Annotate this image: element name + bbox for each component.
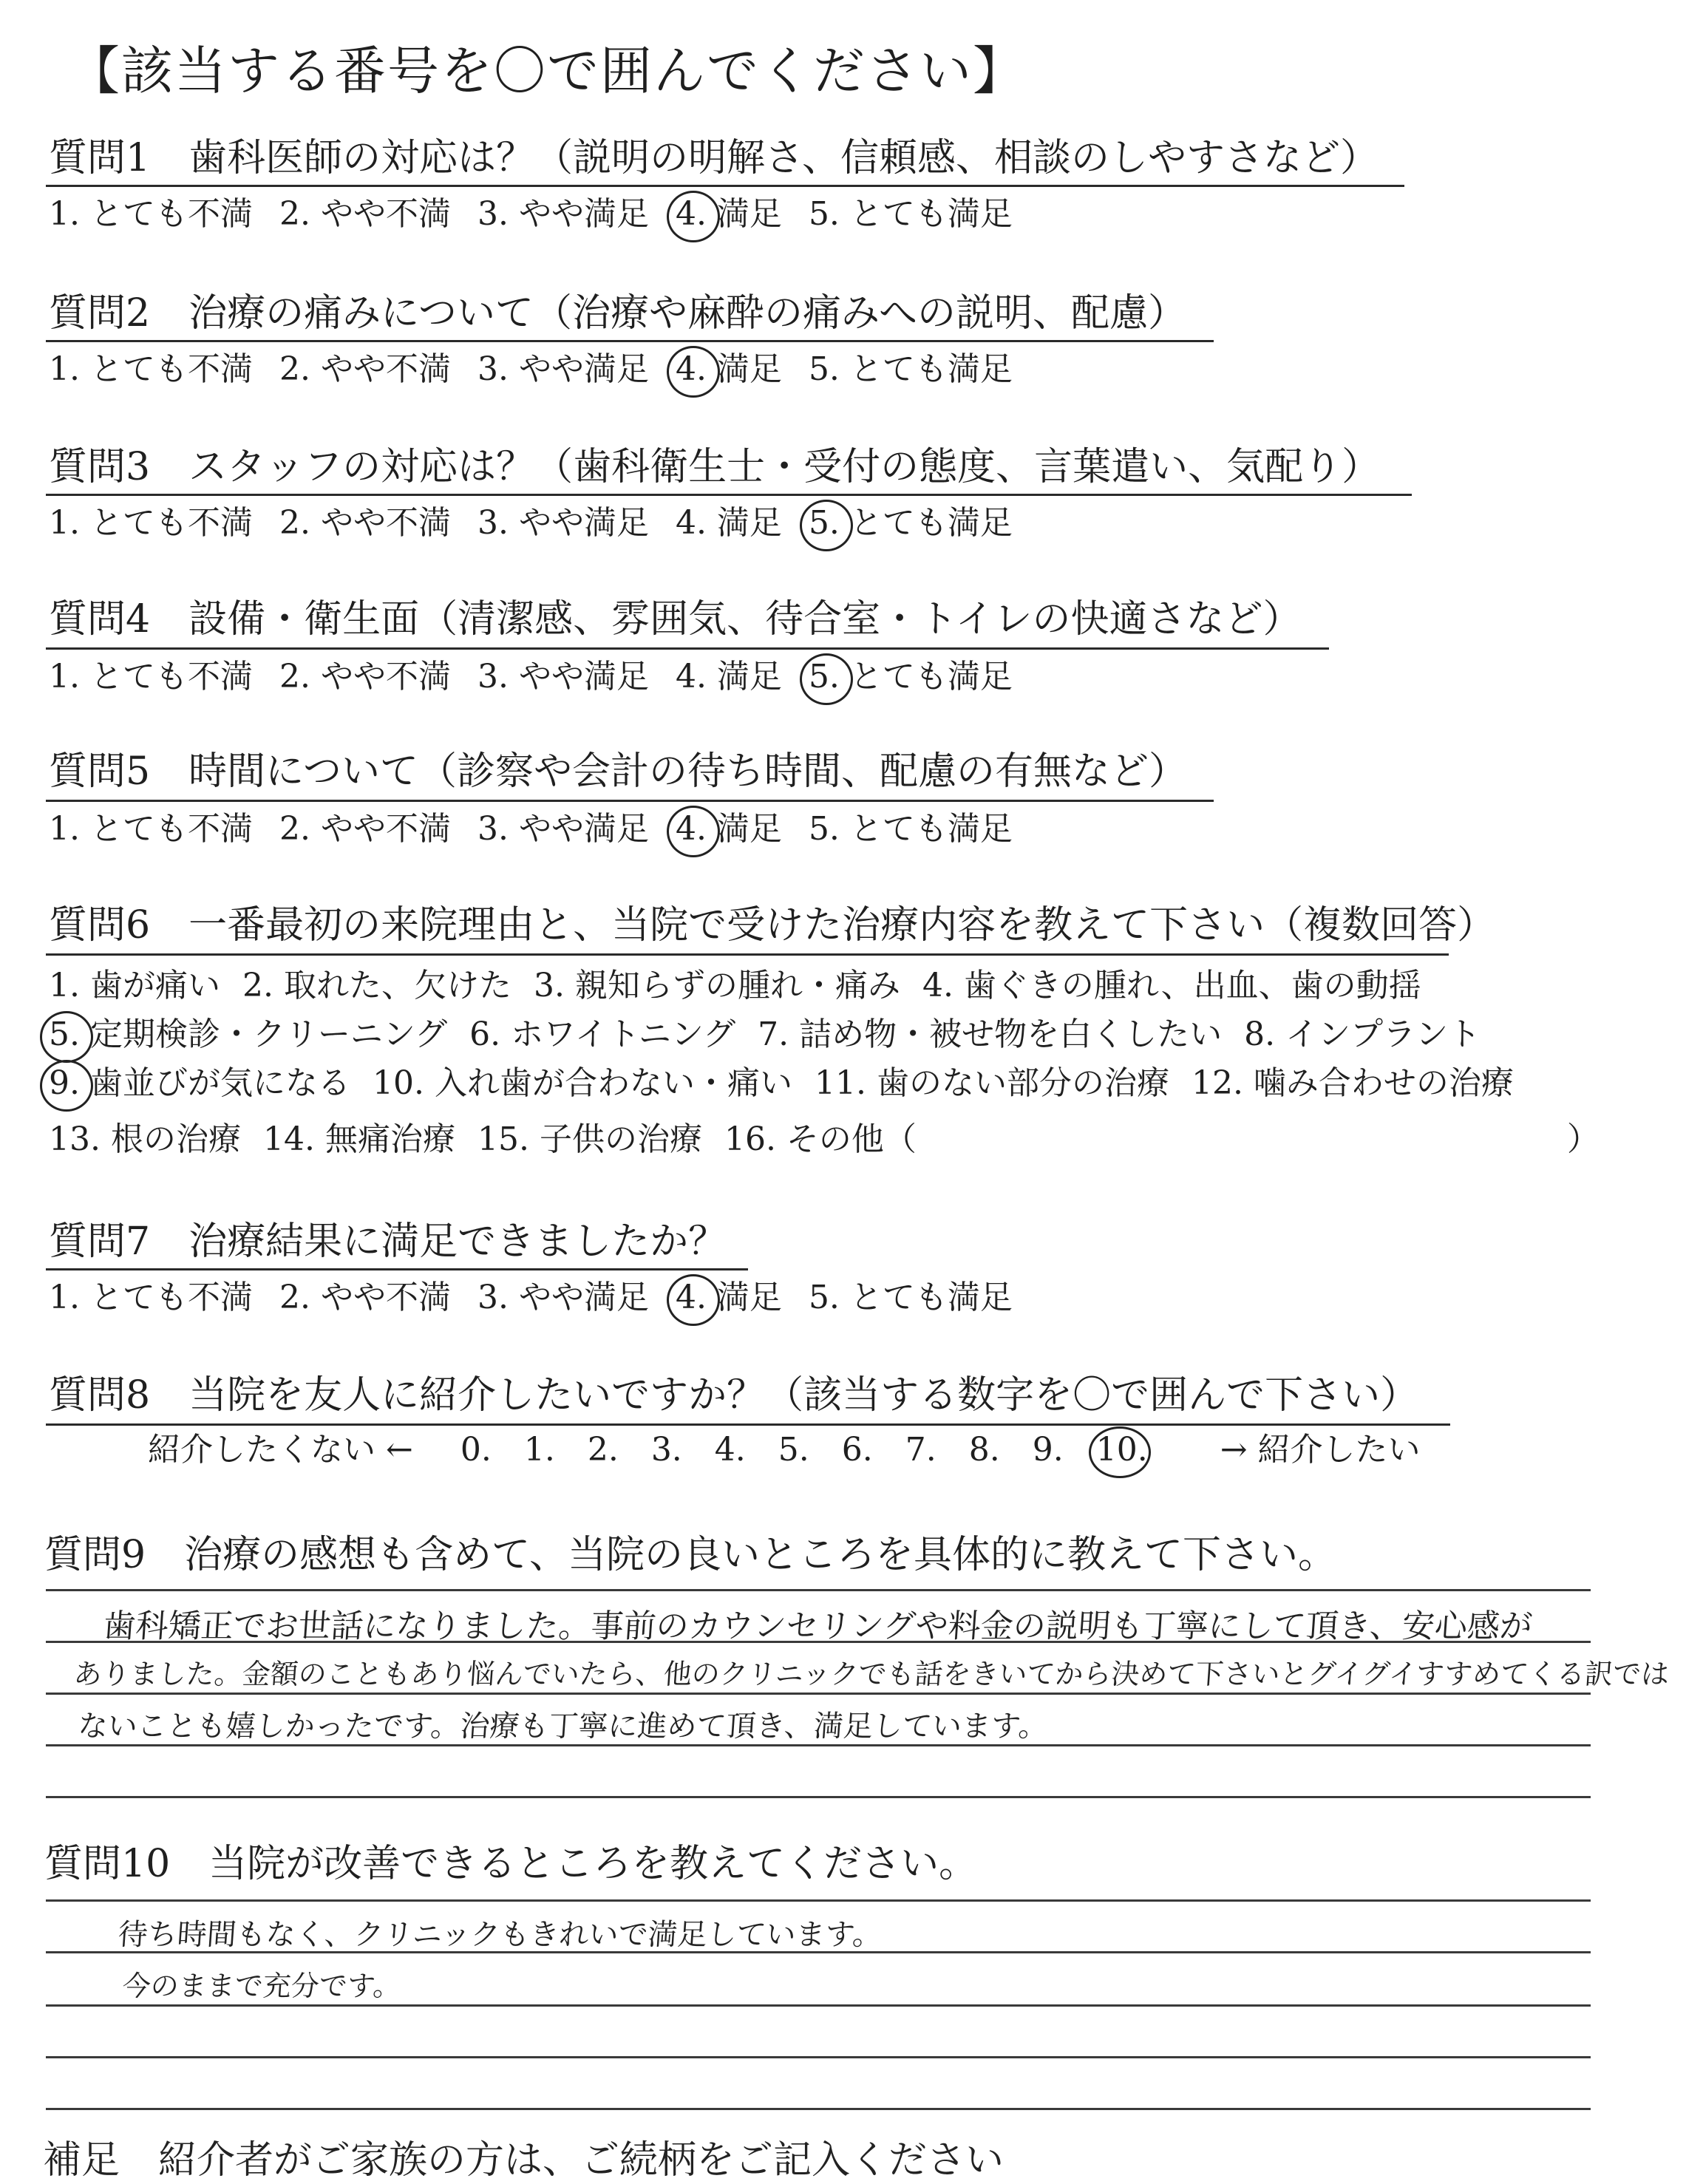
option-number: 4.	[676, 349, 707, 390]
option-number: 5.	[808, 350, 840, 388]
question-3-label: 質問3 スタッフの対応は？（歯科衛生士・受付の態度、言葉遣い、気配り）	[49, 445, 1381, 489]
q10-handwritten-line-2: 今のままで充分です。	[121, 1970, 403, 2002]
question-2-label: 質問2 治療の痛みについて（治療や麻酔の痛みへの説明、配慮）	[49, 291, 1187, 336]
question-5-label: 質問5 時間について（診察や会計の待ち時間、配慮の有無など）	[49, 749, 1188, 794]
option-5[interactable]	[809, 194, 1013, 235]
question-2-options[interactable]	[49, 349, 1039, 390]
option-label: やや不満	[310, 810, 451, 848]
option-number: 11.	[814, 1064, 866, 1102]
scale-option[interactable]	[969, 1429, 1000, 1471]
option-4[interactable]	[676, 1277, 782, 1319]
option-label: とても満足	[839, 1279, 1013, 1316]
q10-handwritten-line-1: 待ち時間もなく、クリニックもきれいで満足しています。	[117, 1918, 883, 1952]
option-label: 満足	[706, 810, 782, 848]
question-1-underline	[46, 185, 1404, 187]
option-label: 満足	[706, 504, 782, 542]
scale-option[interactable]	[1033, 1429, 1064, 1471]
q6-option-5[interactable]	[49, 1014, 447, 1055]
scale-option[interactable]	[842, 1429, 873, 1471]
option-label: とても不満	[79, 810, 253, 848]
option-3[interactable]	[477, 503, 649, 544]
option-number: 9.	[49, 1063, 80, 1104]
scale-number: 6.	[841, 1431, 873, 1469]
scale-option[interactable]	[905, 1429, 937, 1471]
q6-option-15[interactable]	[477, 1119, 702, 1160]
question-3-underline	[46, 494, 1412, 496]
option-4[interactable]	[676, 656, 782, 698]
option-label: やや不満	[310, 1279, 451, 1316]
option-2[interactable]	[279, 194, 451, 235]
option-3[interactable]	[477, 349, 649, 390]
option-1[interactable]	[49, 194, 253, 235]
question-3-options[interactable]	[49, 503, 1039, 544]
bottom-partial-text: 補足 紹介者がご家族の方は、ご続柄をご記入ください	[43, 2138, 1005, 2183]
q6-option-11[interactable]	[815, 1063, 1169, 1104]
option-label: 満足	[706, 1279, 782, 1316]
scale-number: 3.	[650, 1431, 682, 1469]
option-number: 2.	[279, 810, 310, 848]
option-number: 2.	[279, 504, 310, 542]
q6-option-2[interactable]	[242, 965, 511, 1007]
question-2-underline	[46, 340, 1214, 342]
question-4-underline	[46, 647, 1329, 650]
option-label: やや満足	[508, 658, 649, 695]
option-number: 5.	[809, 656, 840, 698]
option-label: とても不満	[79, 504, 253, 542]
option-number: 3.	[477, 350, 509, 388]
q6-option-10[interactable]	[373, 1063, 792, 1104]
scale-left-label: 紹介したくない ←	[148, 1431, 413, 1469]
option-label: とても満足	[839, 658, 1013, 695]
question-6-underline	[46, 953, 1449, 956]
option-3[interactable]	[477, 194, 649, 235]
question-8-underline	[46, 1423, 1450, 1426]
option-number: 3.	[533, 967, 565, 1004]
option-number: 13.	[49, 1120, 101, 1158]
option-4[interactable]	[676, 503, 782, 544]
option-label: 満足	[706, 658, 782, 695]
option-number: 5.	[808, 810, 840, 848]
option-label: 歯並びが気になる	[79, 1064, 350, 1102]
q6-option-12[interactable]	[1192, 1063, 1514, 1104]
option-label: 入れ歯が合わない・痛い	[424, 1064, 792, 1102]
scale-number: 5.	[778, 1431, 809, 1469]
scale-number: 1.	[523, 1431, 555, 1469]
option-4[interactable]	[676, 349, 782, 390]
option-number: 2.	[279, 1279, 310, 1316]
option-label: 親知らずの腫れ・痛み	[564, 967, 900, 1004]
option-label: 定期検診・クリーニング	[79, 1016, 448, 1053]
option-label: やや不満	[310, 350, 451, 388]
option-5[interactable]	[809, 656, 1013, 698]
option-number: 6.	[469, 1016, 501, 1053]
scale-option[interactable]	[1096, 1429, 1148, 1471]
option-number: 7.	[758, 1016, 789, 1053]
scale-number: 9.	[1032, 1431, 1064, 1469]
option-1[interactable]	[49, 656, 253, 698]
scale-option[interactable]	[778, 1429, 809, 1471]
option-number: 2.	[279, 195, 310, 233]
option-number: 4.	[676, 809, 707, 850]
option-label: やや満足	[508, 195, 649, 233]
form-title: 【該当する番号を〇で囲んでください】	[68, 41, 1026, 101]
q9-handwritten-line-1: 歯科矯正でお世話になりました。事前のカウンセリングや料金の説明も丁寧にして頂き、安心感が	[101, 1608, 1534, 1645]
option-number: 1.	[49, 195, 80, 233]
option-label: とても不満	[79, 195, 253, 233]
option-2[interactable]	[279, 809, 451, 850]
option-1[interactable]	[49, 1277, 253, 1319]
option-label: ホワイトニング	[500, 1016, 736, 1053]
option-5[interactable]	[809, 1277, 1013, 1319]
question-1-options[interactable]	[49, 194, 1039, 235]
option-number: 1.	[49, 350, 80, 388]
option-number: 5.	[49, 1014, 80, 1055]
question-7-label: 質問7 治療結果に満足できましたか？	[49, 1219, 727, 1264]
option-1[interactable]	[49, 809, 253, 850]
option-number: 1.	[49, 1279, 80, 1316]
question-5-options[interactable]	[49, 809, 1039, 850]
option-label: やや満足	[508, 810, 649, 848]
option-number: 5.	[808, 195, 840, 233]
option-number: 5.	[808, 1279, 840, 1316]
option-label: とても不満	[79, 350, 253, 388]
option-2[interactable]	[279, 349, 451, 390]
option-label: とても不満	[79, 658, 253, 695]
question-4-options[interactable]	[49, 656, 1039, 698]
option-number: 10.	[372, 1064, 424, 1102]
question-8-scale[interactable]	[148, 1429, 1421, 1471]
answer-line	[46, 2108, 1591, 2110]
option-number: 3.	[477, 504, 509, 542]
option-2[interactable]	[279, 656, 451, 698]
question-10-label: 質問10 当院が改善できるところを教えてください。	[44, 1842, 978, 1886]
option-number: 2.	[279, 350, 310, 388]
option-number: 4.	[676, 1277, 707, 1319]
option-3[interactable]	[477, 656, 649, 698]
option-label: やや満足	[508, 1279, 649, 1316]
option-label: 噛み合わせの治療	[1243, 1064, 1514, 1102]
option-3[interactable]	[477, 809, 649, 850]
option-label: 取れた、欠けた	[273, 967, 511, 1004]
option-number: 15.	[477, 1120, 529, 1158]
scale-values[interactable]	[460, 1431, 1180, 1469]
option-5[interactable]	[809, 349, 1013, 390]
option-label: その他（ ）	[775, 1120, 1600, 1158]
option-label: やや不満	[310, 658, 451, 695]
answer-line	[46, 1796, 1591, 1798]
scale-number: 0.	[460, 1431, 492, 1469]
option-number: 1.	[49, 810, 80, 848]
question-1-label: 質問1 歯科医師の対応は？（説明の明解さ、信頼感、相談のしやすさなど）	[49, 136, 1379, 180]
question-8-label: 質問8 当院を友人に紹介したいですか？（該当する数字を〇で囲んで下さい）	[49, 1373, 1419, 1418]
q6-option-9[interactable]	[49, 1063, 350, 1104]
option-number: 5.	[809, 503, 840, 544]
option-label: とても満足	[839, 350, 1013, 388]
scale-number: 7.	[905, 1431, 937, 1469]
scale-right-label: → 紹介したい	[1220, 1431, 1421, 1469]
question-6-row-4[interactable]	[49, 1119, 1622, 1160]
option-label: とても満足	[839, 195, 1013, 233]
option-number: 12.	[1191, 1064, 1243, 1102]
question-9-label: 質問9 治療の感想も含めて、当院の良いところを具体的に教えて下さい。	[44, 1533, 1337, 1577]
option-label: 満足	[706, 195, 782, 233]
question-6-row-3[interactable]	[49, 1063, 1536, 1104]
scale-option[interactable]	[588, 1429, 619, 1471]
scale-number: 8.	[968, 1431, 1000, 1469]
option-4[interactable]	[676, 194, 782, 235]
answer-line	[46, 1589, 1591, 1591]
option-label: とても満足	[839, 810, 1013, 848]
question-6-label: 質問6 一番最初の来院理由と、当院で受けた治療内容を教えて下さい（複数回答）	[49, 903, 1496, 948]
option-5[interactable]	[809, 809, 1013, 850]
question-5-underline	[46, 800, 1214, 802]
q9-handwritten-line-2: ありました。金額のこともあり悩んでいたら、他のクリニックでも話をきいてから決めて下さいとグイグイすすめてくる訳では	[72, 1658, 1670, 1690]
scale-option[interactable]	[651, 1429, 682, 1471]
option-label: インプラント	[1275, 1016, 1481, 1053]
option-number: 16.	[724, 1120, 776, 1158]
scale-number: 2.	[587, 1431, 619, 1469]
q6-option-7[interactable]	[758, 1014, 1222, 1055]
question-7-options[interactable]	[49, 1277, 1039, 1319]
question-4-label: 質問4 設備・衛生面（清潔感、雰囲気、待合室・トイレの快適さなど）	[49, 597, 1302, 642]
option-label: とても満足	[839, 504, 1013, 542]
option-number: 3.	[477, 658, 509, 695]
option-2[interactable]	[279, 1277, 451, 1319]
option-number: 4.	[675, 658, 707, 695]
option-label: 歯のない部分の治療	[866, 1064, 1169, 1102]
option-label: 子供の治療	[528, 1120, 702, 1158]
option-label: 満足	[706, 350, 782, 388]
option-number: 3.	[477, 1279, 509, 1316]
q6-option-8[interactable]	[1244, 1014, 1481, 1055]
option-label: やや不満	[310, 504, 451, 542]
q9-handwritten-line-3: ないことも嬉しかったです。治療も丁寧に進めて頂き、満足しています。	[77, 1710, 1050, 1744]
answer-line	[46, 2004, 1591, 2007]
option-number: 2.	[242, 967, 273, 1004]
q6-option-1[interactable]	[49, 965, 220, 1007]
option-label: 歯が痛い	[79, 967, 220, 1004]
q6-option-3[interactable]	[534, 965, 900, 1007]
scale-number: 10.	[1096, 1429, 1148, 1471]
q6-option-16[interactable]	[724, 1119, 1600, 1160]
option-label: 根の治療	[100, 1120, 241, 1158]
scale-option[interactable]	[715, 1429, 746, 1471]
option-label: 詰め物・被せ物を白くしたい	[789, 1016, 1223, 1053]
option-5[interactable]	[809, 503, 1013, 544]
option-number: 2.	[279, 658, 310, 695]
question-7-underline	[46, 1268, 748, 1270]
option-1[interactable]	[49, 349, 253, 390]
option-number: 4.	[922, 967, 954, 1004]
option-label: 歯ぐきの腫れ、出血、歯の動揺	[953, 967, 1421, 1004]
option-number: 1.	[49, 504, 80, 542]
q6-option-4[interactable]	[922, 965, 1421, 1007]
answer-line	[46, 1693, 1591, 1695]
option-number: 3.	[477, 810, 509, 848]
option-4[interactable]	[676, 809, 782, 850]
option-label: やや満足	[508, 504, 649, 542]
question-6-row-2[interactable]	[49, 1014, 1503, 1055]
option-number: 1.	[49, 967, 80, 1004]
answer-line	[46, 2056, 1591, 2058]
option-number: 8.	[1244, 1016, 1276, 1053]
option-number: 4.	[676, 194, 707, 235]
option-number: 14.	[262, 1120, 315, 1158]
q6-option-6[interactable]	[469, 1014, 735, 1055]
option-1[interactable]	[49, 503, 253, 544]
option-label: やや満足	[508, 350, 649, 388]
q6-option-14[interactable]	[263, 1119, 455, 1160]
q6-option-13[interactable]	[49, 1119, 241, 1160]
option-label: とても不満	[79, 1279, 253, 1316]
scale-number: 4.	[714, 1431, 746, 1469]
option-3[interactable]	[477, 1277, 649, 1319]
scale-option[interactable]	[460, 1429, 492, 1471]
answer-line	[46, 1899, 1591, 1902]
option-label: やや不満	[310, 195, 451, 233]
option-2[interactable]	[279, 503, 451, 544]
option-number: 1.	[49, 658, 80, 695]
option-number: 3.	[477, 195, 509, 233]
option-number: 4.	[675, 504, 707, 542]
scale-option[interactable]	[524, 1429, 555, 1471]
question-6-row-1[interactable]	[49, 965, 1444, 1007]
option-label: 無痛治療	[314, 1120, 455, 1158]
